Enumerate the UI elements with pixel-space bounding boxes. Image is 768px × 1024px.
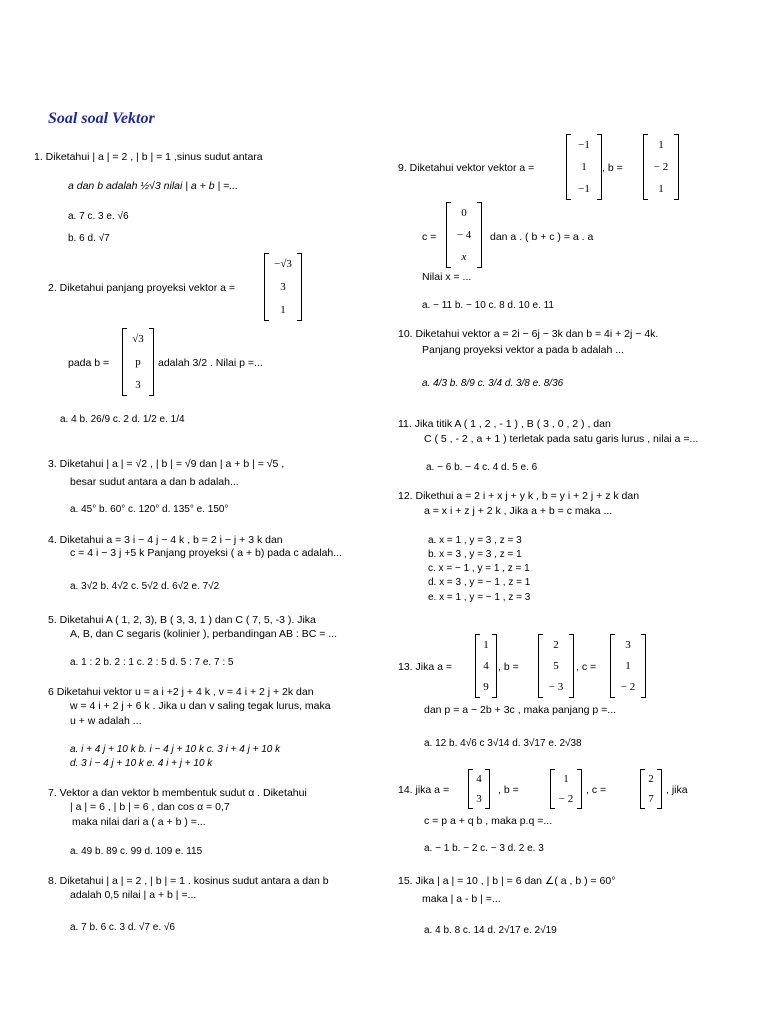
question-7-line1: 7. Vektor a dan vektor b membentuk sudut α . Diketahui [48, 787, 307, 799]
question-9-matrix-c [446, 202, 482, 268]
question-15-line1: 15. Jika | a | = 10 , | b | = 6 dan ∠( a , b ) = 60° [398, 875, 616, 887]
question-13-matrix-c [610, 634, 646, 698]
question-6-options-row2: d. 3 i − 4 j + 10 k e. 4 i + j + 10 k [70, 758, 213, 769]
question-7-options: a. 49 b. 89 c. 99 d. 109 e. 115 [70, 846, 203, 857]
question-3-options: a. 45° b. 60° c. 120° d. 135° e. 150° [70, 504, 229, 515]
question-15-options: a. 4 b. 8 c. 14 d. 2√17 e. 2√19 [424, 925, 557, 936]
question-14-c-label: , c = [586, 784, 607, 796]
matrix-entry: − 3 [548, 681, 564, 694]
question-2-line2-pre: pada b = [68, 357, 110, 369]
question-4-line2: c = 4 i − 3 j +5 k Panjang proyeksi ( a + b) pada c adalah... [70, 547, 343, 559]
question-1-options-row1: a. 7 c. 3 e. √6 [68, 211, 129, 222]
question-1-line2: a dan b adalah ½√3 nilai | a + b | =... [68, 180, 239, 192]
question-7-line2: | a | = 6 , | b | = 6 , dan cos α = 0,7 [70, 801, 230, 813]
question-2-line1: 2. Diketahui panjang proyeksi vektor a = [48, 282, 236, 294]
matrix-entry: 3 [625, 638, 631, 651]
matrix-entry: 1 [625, 659, 631, 672]
question-13-line2: dan p = a − 2b + 3c , maka panjang p =... [424, 704, 617, 716]
question-11-line1: 11. Jika titik A ( 1 , 2 , - 1 ) , B ( 3 , 0 , 2 ) , dan [398, 418, 611, 430]
question-12-line2: a = x i + z j + 2 k , Jika a + b = c maka ... [424, 505, 613, 517]
question-6-line3: u + w adalah ... [70, 715, 142, 727]
question-4-line1: 4. Diketahui a = 3 i − 4 j − 4 k , b = 2 i − j + 3 k dan [48, 534, 283, 546]
question-14-b-label: , b = [498, 784, 519, 796]
question-1-line1: 1. Diketahui | a | = 2 , | b | = 1 ,sinus sudut antara [34, 151, 263, 163]
question-14-matrix-a [468, 769, 490, 809]
question-15-line2: maka | a - b | =... [422, 893, 501, 905]
question-10-options: a. 4/3 b. 8/9 c. 3/4 d. 3/8 e. 8/36 [422, 378, 564, 389]
matrix-entry: − 2 [620, 681, 636, 694]
question-2-matrix-a [264, 253, 302, 321]
matrix-entry: −1 [578, 139, 590, 151]
question-9-c-label: c = [422, 231, 437, 243]
question-9-matrix-a [566, 134, 602, 200]
matrix-entry: 5 [553, 659, 559, 672]
question-12-option-d: d. x = 3 , y = − 1 , z = 1 [428, 577, 531, 588]
matrix-entry: − 2 [558, 793, 574, 805]
question-5-line1: 5. Diketahui A ( 1, 2, 3), B ( 3, 3, 1 ) dan C ( 7, 5, -3 ). Jika [48, 614, 316, 626]
question-9-matrix-b [643, 134, 679, 200]
matrix-entry: 3 [280, 280, 286, 293]
matrix-entry: 3 [135, 378, 141, 391]
matrix-entry: 3 [476, 793, 482, 805]
matrix-entry: √3 [132, 333, 144, 346]
matrix-entry: 2 [648, 773, 654, 785]
question-13-matrix-a [475, 634, 497, 698]
question-14-line2: c = p a + q b , maka p.q =... [424, 815, 553, 827]
matrix-entry: − 2 [653, 161, 669, 173]
question-8-line2: adalah 0,5 nilai | a + b | =... [70, 889, 197, 901]
matrix-entry: −√3 [274, 258, 292, 271]
question-14-matrix-c [640, 769, 662, 809]
question-12-option-a: a. x = 1 , y = 3 , z = 3 [428, 535, 522, 546]
question-8-line1: 8. Diketahui | a | = 2 , | b | = 1 . kosinus sudut antara a dan b [48, 875, 329, 887]
question-1-options-row2: b. 6 d. √7 [68, 233, 110, 244]
question-2-line2-post: adalah 3/2 . Nilai p =... [158, 357, 263, 369]
question-6-line1: 6 Diketahui vektor u = a i +2 j + 4 k , v = 4 i + 2 j + 2k dan [48, 686, 314, 698]
question-12-option-c: c. x = − 1 , y = 1 , z = 1 [428, 563, 530, 574]
question-6-options-row1: a. i + 4 j + 10 k b. i − 4 j + 10 k c. 3 i + 4 j + 10 k [70, 744, 281, 755]
question-13-c-label: , c = [576, 661, 597, 673]
question-6-line2: w = 4 i + 2 j + 6 k . Jika u dan v saling tegak lurus, maka [70, 700, 331, 712]
matrix-entry: p [135, 355, 141, 368]
question-2-matrix-b [122, 328, 154, 396]
question-12-line1: 12. Dikethui a = 2 i + x j + y k , b = y i + 2 j + z k dan [398, 490, 640, 502]
matrix-entry: 9 [483, 681, 489, 694]
question-2-options: a. 4 b. 26/9 c. 2 d. 1/2 e. 1/4 [60, 414, 185, 425]
matrix-entry: −1 [578, 183, 590, 195]
matrix-entry: 1 [563, 773, 569, 785]
question-10-line2: Panjang proyeksi vektor a pada b adalah ... [422, 344, 624, 356]
question-5-options: a. 1 : 2 b. 2 : 1 c. 2 : 5 d. 5 : 7 e. 7 : 5 [70, 657, 234, 668]
question-3-line1: 3. Diketahui | a | = √2 , | b | = √9 dan | a + b | = √5 , [48, 458, 285, 470]
question-4-options: a. 3√2 b. 4√2 c. 5√2 d. 6√2 e. 7√2 [70, 581, 220, 592]
matrix-entry: 4 [476, 773, 482, 785]
matrix-entry: 1 [658, 139, 664, 151]
matrix-entry: x [461, 251, 467, 263]
question-12-option-e: e. x = 1 , y = − 1 , z = 3 [428, 592, 531, 603]
question-13-matrix-b [538, 634, 574, 698]
matrix-entry: 7 [648, 793, 654, 805]
question-9-condition: dan a . ( b + c ) = a . a [490, 231, 594, 243]
question-9-options: a. − 11 b. − 10 c. 8 d. 10 e. 11 [422, 300, 554, 311]
question-9-line3: Nilai x = ... [422, 271, 472, 283]
question-13-b-label: , b = [498, 661, 519, 673]
matrix-entry: 2 [553, 638, 559, 651]
question-5-line2: A, B, dan C segaris (kolinier ), perbandingan AB : BC = ... [70, 628, 338, 640]
question-13-options: a. 12 b. 4√6 c 3√14 d. 3√17 e. 2√38 [424, 738, 582, 749]
matrix-entry: 1 [483, 638, 489, 651]
question-14-jika: , jika [666, 784, 688, 796]
question-7-line3: maka nilai dari a ( a + b ) =... [72, 816, 206, 828]
matrix-entry: − 4 [456, 229, 472, 241]
matrix-entry: 4 [483, 659, 489, 672]
matrix-entry: 0 [461, 207, 467, 219]
question-14-matrix-b [550, 769, 582, 809]
page-title: Soal soal Vektor [48, 110, 155, 127]
question-9-line1: 9. Diketahui vektor vektor a = [398, 162, 535, 174]
question-9-b-label: , b = [602, 162, 623, 174]
question-8-options: a. 7 b. 6 c. 3 d. √7 e. √6 [70, 922, 175, 933]
question-14-line1: 14. jika a = [398, 784, 450, 796]
question-13-line1: 13. Jika a = [398, 661, 452, 673]
question-14-options: a. − 1 b. − 2 c. − 3 d. 2 e. 3 [424, 843, 544, 854]
matrix-entry: 1 [280, 303, 286, 316]
question-11-options: a. − 6 b. − 4 c. 4 d. 5 e. 6 [426, 462, 538, 473]
question-3-line2: besar sudut antara a dan b adalah... [70, 476, 239, 488]
question-12-option-b: b. x = 3 , y = 3 , z = 1 [428, 549, 522, 560]
question-11-line2: C ( 5 , - 2 , a + 1 ) terletak pada satu garis lurus , nilai a =... [424, 433, 699, 445]
matrix-entry: 1 [581, 161, 587, 173]
question-10-line1: 10. Diketahui vektor a = 2i − 6j − 3k dan b = 4i + 2j − 4k. [398, 328, 659, 340]
matrix-entry: 1 [658, 183, 664, 195]
